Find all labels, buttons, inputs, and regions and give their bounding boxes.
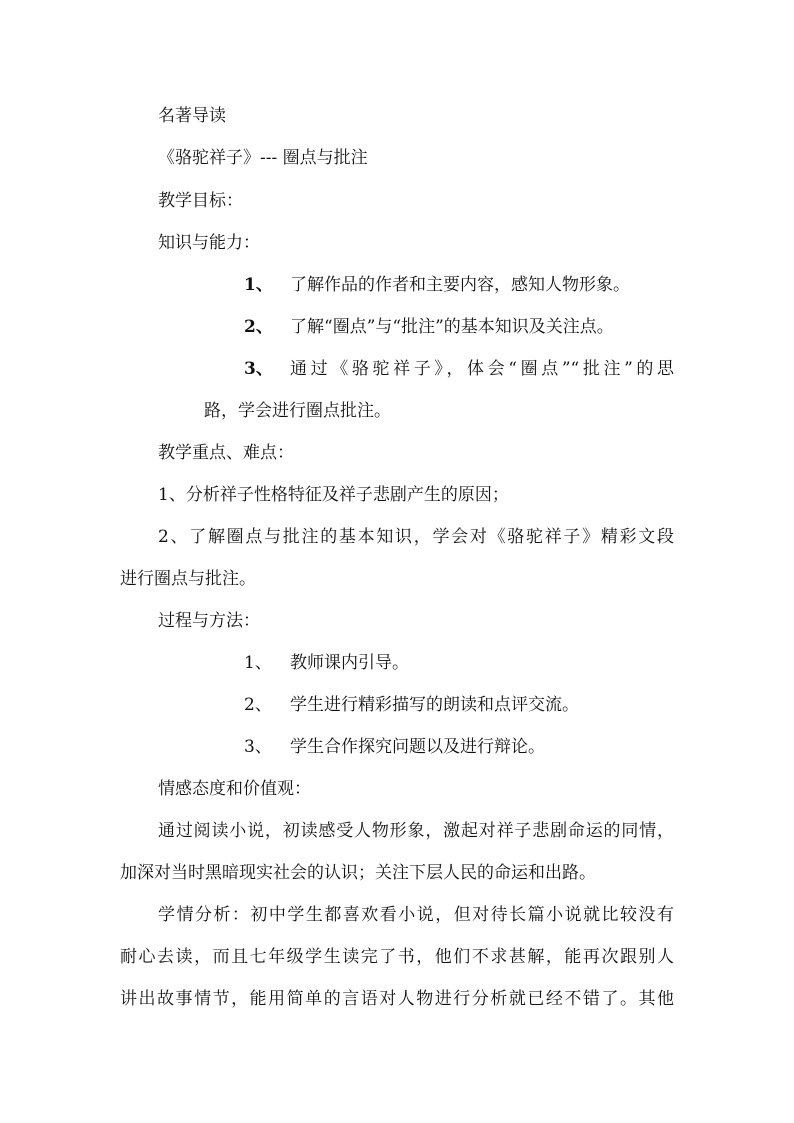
keypoint-2-line-2: 进行圈点与批注。 xyxy=(120,569,256,589)
knowledge-item-2-text: 了解“圈点”与“批注”的基本知识及关注点。 xyxy=(290,317,614,337)
process-item-1-text: 教师课内引导。 xyxy=(290,653,409,673)
process-item-1-number: 1、 xyxy=(244,653,272,673)
analysis-line-1: 学情分析：初中学生都喜欢看小说，但对待长篇小说就比较没有 xyxy=(158,905,674,925)
keypoint-1: 1、分析祥子性格特征及祥子悲剧产生的原因； xyxy=(158,485,509,505)
knowledge-item-3-number: 3、 xyxy=(244,359,273,379)
analysis-line-2: 耐心去读，而且七年级学生读完了书，他们不求甚解，能再次跟别人 xyxy=(120,947,674,967)
knowledge-item-1-number: 1、 xyxy=(244,275,273,295)
document-heading: 名著导读 xyxy=(158,106,226,126)
emotion-line-1: 通过阅读小说，初读感受人物形象，激起对祥子悲剧命运的同情， xyxy=(158,821,674,841)
knowledge-item-2-number: 2、 xyxy=(244,317,273,337)
knowledge-item-1-text: 了解作品的作者和主要内容，感知人物形象。 xyxy=(290,275,630,295)
emotion-line-2: 加深对当时黑暗现实社会的认识；关注下层人民的命运和出路。 xyxy=(120,863,596,883)
process-heading: 过程与方法： xyxy=(158,611,260,631)
process-item-2-number: 2、 xyxy=(244,695,272,715)
analysis-line-3: 讲出故事情节，能用简单的言语对人物进行分析就已经不错了。其他 xyxy=(120,989,674,1009)
keypoint-2-line-1: 2、了解圈点与批注的基本知识，学会对《骆驼祥子》精彩文段 xyxy=(158,527,674,547)
knowledge-item-3-text: 通过《骆驼祥子》，体会“圈点”“批注”的思 xyxy=(290,359,674,379)
goals-heading: 教学目标： xyxy=(158,191,243,211)
keypoints-heading: 教学重点、难点： xyxy=(158,443,294,463)
process-item-2-text: 学生进行精彩描写的朗读和点评交流。 xyxy=(290,695,579,715)
process-item-3-text: 学生合作探究问题以及进行辩论。 xyxy=(290,737,545,757)
knowledge-item-3-continuation: 路，学会进行圈点批注。 xyxy=(204,401,391,421)
document-subtitle: 《骆驼祥子》--- 圈点与批注 xyxy=(158,148,368,168)
process-item-3-number: 3、 xyxy=(244,737,272,757)
emotion-heading: 情感态度和价值观： xyxy=(158,779,311,799)
knowledge-heading: 知识与能力： xyxy=(158,233,260,253)
